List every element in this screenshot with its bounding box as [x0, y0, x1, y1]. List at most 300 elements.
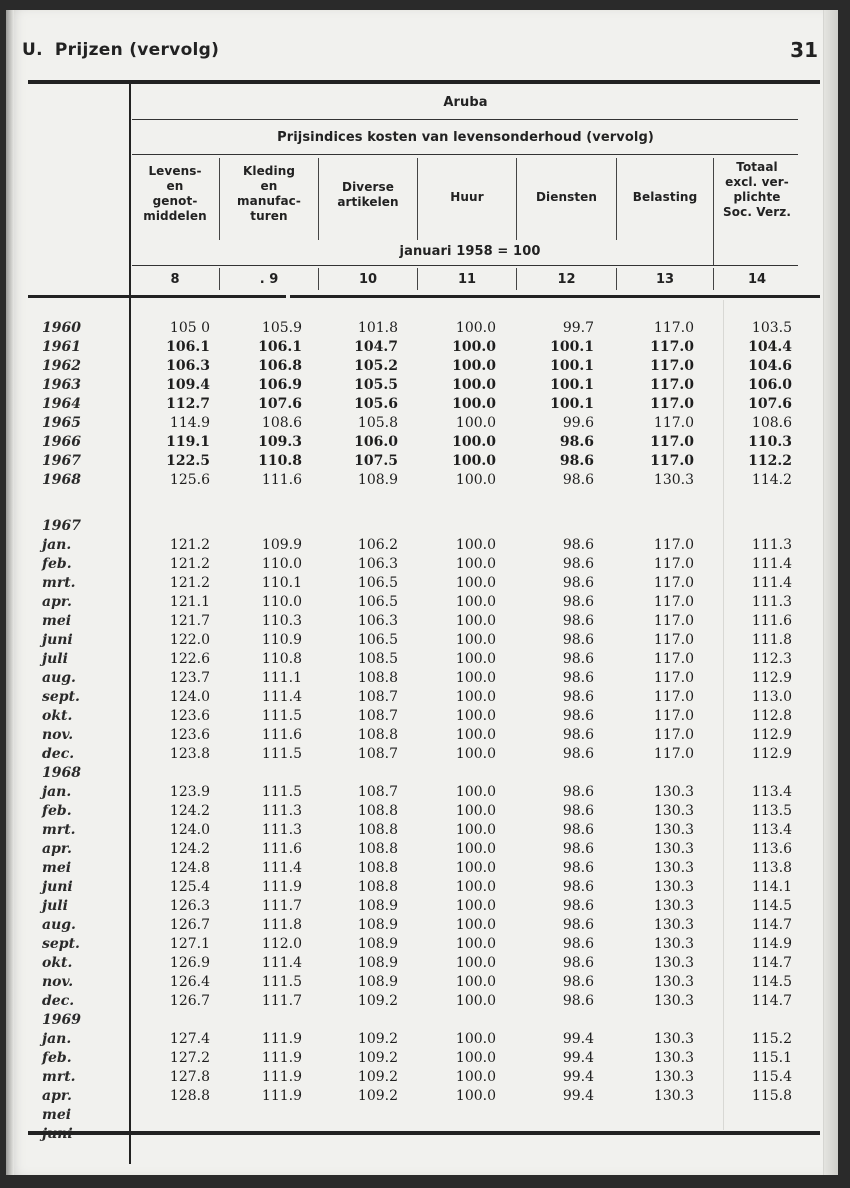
cell-value: 98.6 [562, 556, 594, 572]
cell-value: 105.2 [354, 358, 398, 374]
cell-value: 111.9 [261, 879, 302, 895]
cell-value: 121.2 [169, 537, 210, 553]
col-header-diensten: Diensten [535, 190, 598, 204]
cell-value: 130.3 [653, 974, 694, 990]
cell-value: 108.9 [357, 974, 398, 990]
cell-value: 108.5 [357, 651, 398, 667]
cell-value: 98.6 [562, 860, 594, 876]
cell-value: 98.6 [562, 670, 594, 686]
cell-value: 130.3 [653, 879, 694, 895]
table-row [0, 555, 850, 573]
cell-value: 112.3 [751, 651, 792, 667]
cell-value: 123.7 [169, 670, 210, 686]
cell-value: 130.3 [653, 860, 694, 876]
cell-value: 111.8 [261, 917, 302, 933]
cell-value: 98.6 [562, 575, 594, 591]
row-label: jan. [42, 1031, 72, 1047]
cell-value: 100.0 [455, 556, 496, 572]
cell-value: 111.5 [261, 784, 302, 800]
cell-value: 113.8 [751, 860, 792, 876]
table-row [0, 802, 850, 820]
cell-value: 119.1 [166, 434, 210, 450]
cell-value: 114.5 [751, 898, 792, 914]
table-row [0, 954, 850, 972]
cell-value: 117.0 [650, 339, 694, 355]
cell-value: 112.9 [751, 670, 792, 686]
cell-value: 100.0 [452, 377, 496, 393]
cell-value: 99.7 [562, 320, 594, 336]
row-label: aug. [42, 670, 76, 686]
cell-value: 121.2 [169, 556, 210, 572]
table-row [0, 821, 850, 839]
cell-value: 98.6 [562, 613, 594, 629]
cell-value: 100.0 [455, 822, 496, 838]
cell-value: 110.3 [261, 613, 302, 629]
row-label: 1965 [42, 415, 81, 431]
cell-value: 130.3 [653, 936, 694, 952]
cell-value: 114.1 [751, 879, 792, 895]
cell-value: 106.3 [166, 358, 210, 374]
cell-value: 111.3 [751, 594, 792, 610]
table-row [0, 688, 850, 706]
cell-value: 110.8 [258, 453, 302, 469]
cell-value: 100.0 [455, 415, 496, 431]
cell-value: 117.0 [650, 453, 694, 469]
cell-value: 111.4 [261, 689, 302, 705]
cell-value: 106.0 [748, 377, 792, 393]
row-label: 1967 [42, 518, 81, 534]
row-label: juli [42, 898, 68, 914]
cell-value: 111.6 [261, 841, 302, 857]
cell-value: 99.4 [562, 1069, 594, 1085]
cell-value: 117.0 [653, 689, 694, 705]
table-row [0, 1087, 850, 1105]
cell-value: 100.0 [455, 1069, 496, 1085]
row-label: mei [42, 613, 72, 629]
top-rule [28, 80, 820, 84]
cell-value: 117.0 [653, 320, 694, 336]
row-label: apr. [42, 841, 72, 857]
cell-value: 108.9 [357, 936, 398, 952]
row-label: okt. [42, 955, 73, 971]
cell-value: 100.0 [455, 993, 496, 1009]
cell-value: 130.3 [653, 822, 694, 838]
cell-value: 100.0 [455, 841, 496, 857]
cell-value: 114.9 [751, 936, 792, 952]
cell-value: 100.0 [452, 339, 496, 355]
row-label: juli [42, 651, 68, 667]
cell-value: 124.2 [169, 841, 210, 857]
row-label: apr. [42, 594, 72, 610]
cell-value: 130.3 [653, 993, 694, 1009]
cell-value: 115.8 [751, 1088, 792, 1104]
cell-value: 98.6 [562, 727, 594, 743]
cell-value: 106.3 [357, 613, 398, 629]
table-row [0, 517, 850, 535]
cell-value: 111.9 [261, 1031, 302, 1047]
cell-value: 108.8 [357, 822, 398, 838]
cell-value: 100.0 [455, 974, 496, 990]
cell-value: 130.3 [653, 917, 694, 933]
cell-value: 109.2 [357, 1050, 398, 1066]
cell-value: 108.6 [751, 415, 792, 431]
cell-value: 117.0 [653, 575, 694, 591]
cell-value: 117.0 [653, 727, 694, 743]
cell-value: 126.7 [169, 917, 210, 933]
row-label: jan. [42, 784, 72, 800]
cell-value: 130.3 [653, 841, 694, 857]
col-header-levensmiddelen: Levens- en genot- middelen [143, 164, 207, 223]
cell-value: 106.5 [357, 632, 398, 648]
cell-value: 100.0 [452, 453, 496, 469]
row-label: 1967 [42, 453, 81, 469]
cell-value: 100.0 [455, 955, 496, 971]
cell-value: 130.3 [653, 898, 694, 914]
cell-value: 130.3 [653, 1088, 694, 1104]
cell-value: 110.0 [261, 556, 302, 572]
cell-value: 126.9 [169, 955, 210, 971]
cell-value: 127.4 [169, 1031, 210, 1047]
row-label: sept. [42, 936, 80, 952]
cell-value: 109.3 [258, 434, 302, 450]
cell-value: 100.0 [455, 803, 496, 819]
table-row [0, 669, 850, 687]
col-number: 8 [170, 272, 180, 287]
table-row [0, 1106, 850, 1124]
row-label: jan. [42, 537, 72, 553]
cell-value: 105.9 [261, 320, 302, 336]
cell-value: 100.1 [550, 396, 594, 412]
cell-value: 109.2 [357, 1069, 398, 1085]
cell-value: 112.9 [751, 746, 792, 762]
cell-value: 117.0 [653, 613, 694, 629]
cell-value: 98.6 [562, 841, 594, 857]
cell-value: 128.8 [169, 1088, 210, 1104]
cell-value: 126.7 [169, 993, 210, 1009]
cell-value: 123.6 [169, 727, 210, 743]
row-label: 1962 [42, 358, 81, 374]
cell-value: 100.1 [550, 339, 594, 355]
cell-value: 111.4 [261, 860, 302, 876]
cell-value: 100.0 [455, 613, 496, 629]
cell-value: 113.0 [751, 689, 792, 705]
cell-value: 100.0 [455, 320, 496, 336]
cell-value: 111.6 [261, 727, 302, 743]
cell-value: 100.0 [455, 936, 496, 952]
row-label: 1969 [42, 1012, 81, 1028]
row-label: 1964 [42, 396, 81, 412]
cell-value: 113.4 [751, 784, 792, 800]
cell-value: 114.7 [751, 917, 792, 933]
cell-value: 106.1 [166, 339, 210, 355]
col-number: 12 [557, 272, 576, 287]
cell-value: 98.6 [562, 594, 594, 610]
table-row [0, 1011, 850, 1029]
table-row [0, 840, 850, 858]
cell-value: 127.1 [169, 936, 210, 952]
col-number: 10 [358, 272, 378, 287]
cell-value: 123.8 [169, 746, 210, 762]
cell-value: 122.6 [169, 651, 210, 667]
cell-value: 114.2 [751, 472, 792, 488]
cell-value: 108.7 [357, 784, 398, 800]
cell-value: 121.2 [169, 575, 210, 591]
table-row [0, 1068, 850, 1086]
cell-value: 111.9 [261, 1069, 302, 1085]
cell-value: 100.0 [455, 746, 496, 762]
cell-value: 98.6 [559, 453, 594, 469]
cell-value: 107.6 [258, 396, 302, 412]
cell-value: 104.4 [748, 339, 792, 355]
cell-value: 100.0 [452, 434, 496, 450]
cell-value: 117.0 [653, 708, 694, 724]
cell-value: 100.0 [455, 632, 496, 648]
cell-value: 99.4 [562, 1050, 594, 1066]
table-row [0, 536, 850, 554]
cell-value: 111.6 [261, 472, 302, 488]
cell-value: 98.6 [562, 974, 594, 990]
table-row [0, 650, 850, 668]
col-header-totaal: Totaal excl. ver- plichte Soc. Verz. [723, 160, 791, 219]
cell-value: 117.0 [653, 632, 694, 648]
col-header-belasting: Belasting [632, 190, 698, 204]
table-row [0, 1049, 850, 1067]
table-row [0, 433, 850, 451]
cell-value: 107.6 [748, 396, 792, 412]
cell-value: 117.0 [650, 377, 694, 393]
table-subtitle: Prijsindices kosten van levensonderhoud (vervolg) [277, 130, 654, 145]
cell-value: 106.3 [357, 556, 398, 572]
cell-value: 109.2 [357, 1031, 398, 1047]
cell-value: 115.2 [751, 1031, 792, 1047]
col-number: 14 [747, 272, 767, 287]
cell-value: 112.2 [748, 453, 792, 469]
cell-value: 117.0 [653, 651, 694, 667]
cell-value: 117.0 [653, 556, 694, 572]
table-row [0, 935, 850, 953]
cell-value: 100.0 [455, 879, 496, 895]
cell-value: 113.4 [751, 822, 792, 838]
row-label: feb. [42, 1050, 72, 1066]
cell-value: 106.5 [357, 594, 398, 610]
row-label: mrt. [42, 1069, 76, 1085]
cell-value: 114.9 [169, 415, 210, 431]
cell-value: 98.6 [562, 651, 594, 667]
cell-value: 109.9 [261, 537, 302, 553]
cell-value: 108.6 [261, 415, 302, 431]
cell-value: 111.6 [751, 613, 792, 629]
row-label: okt. [42, 708, 73, 724]
region-heading: Aruba [443, 95, 488, 110]
table-row [0, 973, 850, 991]
cell-value: 99.6 [562, 415, 594, 431]
cell-value: 106.1 [258, 339, 302, 355]
cell-value: 114.7 [751, 955, 792, 971]
col-header-diverse: Diverse artikelen [337, 180, 399, 209]
row-label: mrt. [42, 575, 76, 591]
row-label: mei [42, 1107, 72, 1123]
cell-value: 123.9 [169, 784, 210, 800]
cell-value: 117.0 [653, 537, 694, 553]
cell-value: 105.6 [354, 396, 398, 412]
cell-value: 117.0 [650, 396, 694, 412]
row-label: mrt. [42, 822, 76, 838]
cell-value: 111.9 [261, 1050, 302, 1066]
cell-value: 98.6 [562, 708, 594, 724]
cell-value: 117.0 [653, 594, 694, 610]
table-row [0, 376, 850, 394]
cell-value: 98.6 [562, 803, 594, 819]
cell-value: 130.3 [653, 472, 694, 488]
col-number: . 9 [259, 272, 279, 287]
cell-value: 109.4 [166, 377, 210, 393]
cell-value: 124.0 [169, 689, 210, 705]
cell-value: 100.1 [550, 358, 594, 374]
cell-value: 110.9 [261, 632, 302, 648]
table-row [0, 992, 850, 1010]
cell-value: 100.0 [455, 472, 496, 488]
cell-value: 106.5 [357, 575, 398, 591]
cell-value: 112.8 [751, 708, 792, 724]
index-base-label: januari 1958 = 100 [399, 244, 541, 259]
cell-value: 127.2 [169, 1050, 210, 1066]
col-number: 11 [457, 272, 477, 287]
cell-value: 112.7 [166, 396, 210, 412]
cell-value: 98.6 [562, 472, 594, 488]
cell-value: 109.2 [357, 1088, 398, 1104]
cell-value: 111.3 [261, 803, 302, 819]
cell-value: 100.0 [455, 1050, 496, 1066]
row-label: dec. [42, 993, 75, 1009]
section-number: U. [22, 40, 43, 60]
cell-value: 100.0 [455, 917, 496, 933]
cell-value: 127.8 [169, 1069, 210, 1085]
cell-value: 111.4 [751, 575, 792, 591]
table-row [0, 471, 850, 489]
cell-value: 98.6 [562, 917, 594, 933]
cell-value: 100.0 [452, 396, 496, 412]
cell-value: 112.0 [261, 936, 302, 952]
row-label: feb. [42, 556, 72, 572]
cell-value: 111.1 [261, 670, 302, 686]
cell-value: 117.0 [653, 746, 694, 762]
cell-value: 108.7 [357, 746, 398, 762]
cell-value: 115.1 [751, 1050, 792, 1066]
cell-value: 108.9 [357, 955, 398, 971]
row-label: nov. [42, 974, 74, 990]
cell-value: 124.2 [169, 803, 210, 819]
table-row [0, 593, 850, 611]
table-row [0, 395, 850, 413]
cell-value: 110.0 [261, 594, 302, 610]
cell-value: 113.5 [751, 803, 792, 819]
row-label: apr. [42, 1088, 72, 1104]
row-label: nov. [42, 727, 74, 743]
cell-value: 105.8 [357, 415, 398, 431]
cell-value: 104.7 [354, 339, 398, 355]
row-label: feb. [42, 803, 72, 819]
section-title-text: Prijzen (vervolg) [54, 40, 220, 60]
row-label: 1963 [42, 377, 81, 393]
col-header-huur: Huur [450, 190, 484, 204]
col-header-kleding: Kleding en manufac- turen [237, 164, 301, 223]
cell-value: 105 0 [169, 320, 210, 336]
table-row [0, 726, 850, 744]
row-label: sept. [42, 689, 80, 705]
cell-value: 112.9 [751, 727, 792, 743]
cell-value: 121.1 [169, 594, 210, 610]
cell-value: 111.5 [261, 708, 302, 724]
row-label: aug. [42, 917, 76, 933]
cell-value: 130.3 [653, 784, 694, 800]
cell-value: 98.6 [562, 784, 594, 800]
table-row [0, 1030, 850, 1048]
subtitle-underline [132, 154, 798, 155]
cell-value: 100.0 [455, 860, 496, 876]
cell-value: 98.6 [562, 632, 594, 648]
cell-value: 98.6 [562, 993, 594, 1009]
cell-value: 121.7 [169, 613, 210, 629]
cell-value: 98.6 [562, 955, 594, 971]
cell-value: 99.4 [562, 1031, 594, 1047]
table-row [0, 452, 850, 470]
cell-value: 126.3 [169, 898, 210, 914]
row-label: 1968 [42, 765, 81, 781]
row-label: juni [42, 632, 73, 648]
cell-value: 108.9 [357, 472, 398, 488]
cell-value: 100.0 [455, 727, 496, 743]
cell-value: 108.8 [357, 879, 398, 895]
table-row [0, 745, 850, 763]
cell-value: 98.6 [562, 879, 594, 895]
cell-value: 100.0 [455, 1031, 496, 1047]
cell-value: 117.0 [650, 434, 694, 450]
cell-value: 117.0 [650, 358, 694, 374]
cell-value: 100.0 [455, 670, 496, 686]
header-bottom-rule [28, 295, 286, 298]
cell-value: 130.3 [653, 1050, 694, 1066]
row-label: 1968 [42, 472, 81, 488]
region-underline [132, 119, 798, 120]
cell-value: 113.6 [751, 841, 792, 857]
cell-value: 108.8 [357, 841, 398, 857]
row-label: mei [42, 860, 72, 876]
table-row [0, 319, 850, 337]
cell-value: 100.0 [455, 575, 496, 591]
cell-value: 101.8 [357, 320, 398, 336]
cell-value: 98.6 [562, 746, 594, 762]
cell-value: 100.0 [455, 898, 496, 914]
cell-value: 98.6 [562, 689, 594, 705]
cell-value: 110.3 [748, 434, 792, 450]
cell-value: 117.0 [653, 415, 694, 431]
cell-value: 111.5 [261, 974, 302, 990]
cell-value: 106.9 [258, 377, 302, 393]
cell-value: 98.6 [562, 822, 594, 838]
cell-value: 114.7 [751, 993, 792, 1009]
cell-value: 130.3 [653, 1069, 694, 1085]
cell-value: 108.8 [357, 727, 398, 743]
header-bottom-rule [290, 295, 820, 298]
cell-value: 111.7 [261, 993, 302, 1009]
table-row [0, 612, 850, 630]
cell-value: 98.6 [559, 434, 594, 450]
row-label: 1960 [42, 320, 81, 336]
cell-value: 100.0 [455, 594, 496, 610]
cell-value: 100.0 [455, 537, 496, 553]
table-row [0, 414, 850, 432]
row-label: juni [42, 879, 73, 895]
